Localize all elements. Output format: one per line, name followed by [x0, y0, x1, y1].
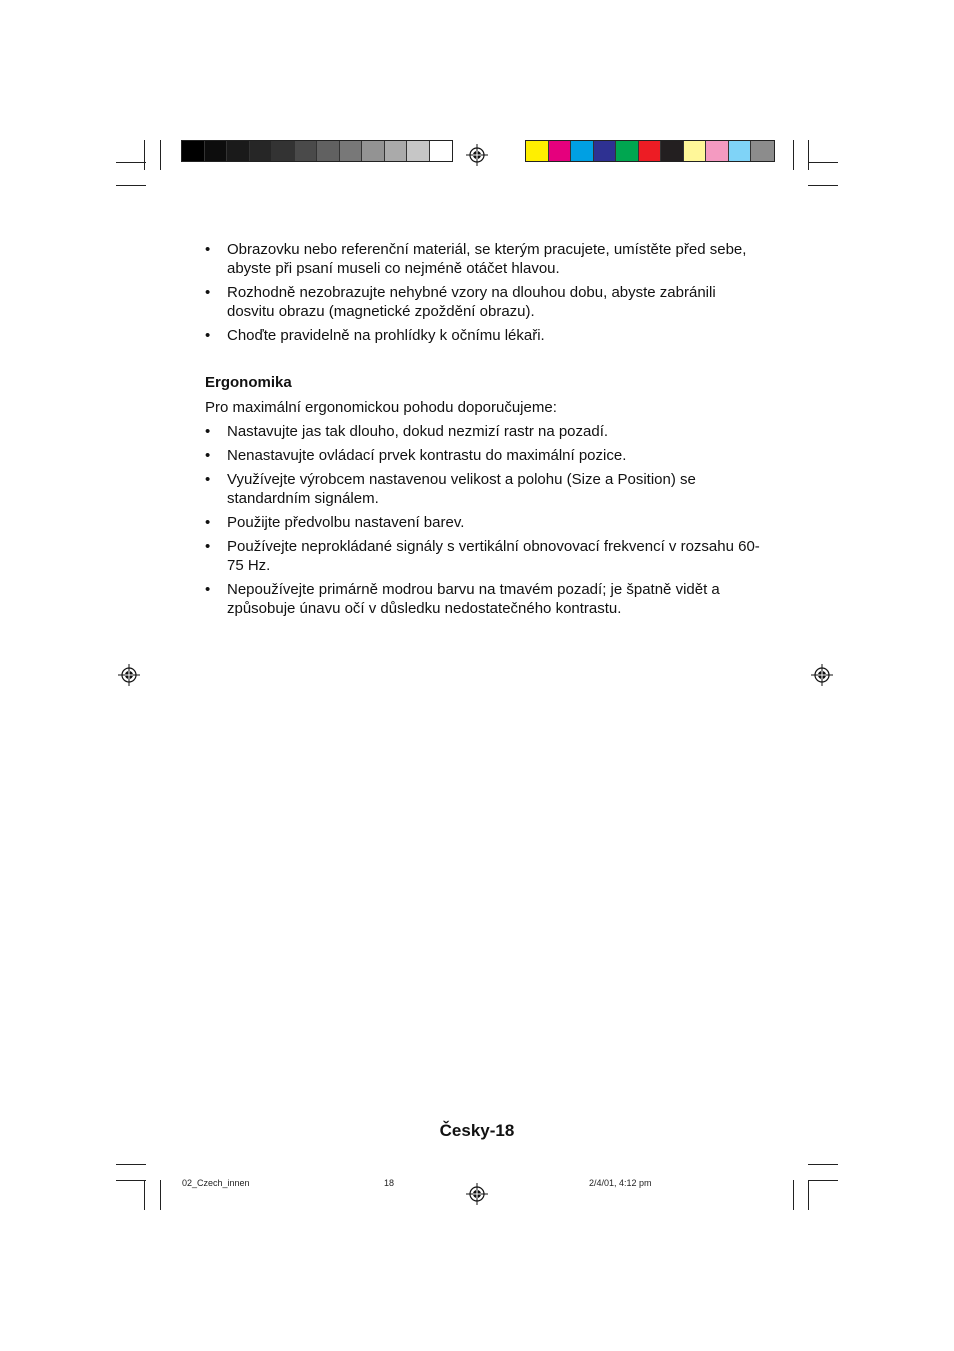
- bullet-list: [205, 422, 765, 618]
- list-item: [205, 513, 765, 532]
- list-item-text: Choďte pravidelně na prohlídky k očnímu lékaři.: [227, 327, 545, 344]
- crop-mark: [808, 162, 838, 163]
- crop-mark: [116, 1180, 146, 1181]
- list-item: [205, 283, 765, 321]
- color-swatch: [430, 141, 453, 161]
- registration-mark-icon: [811, 664, 833, 686]
- color-swatch: [295, 141, 318, 161]
- color-swatch: [205, 141, 228, 161]
- crop-mark: [808, 185, 838, 186]
- registration-mark-icon: [118, 664, 140, 686]
- crop-mark: [116, 185, 146, 186]
- color-swatch: [616, 141, 639, 161]
- crop-mark: [793, 140, 794, 170]
- footer-filename: 02_Czech_innen: [182, 1178, 250, 1188]
- list-item: [205, 470, 765, 508]
- crop-mark: [160, 140, 161, 170]
- color-swatch: [362, 141, 385, 161]
- list-item: [205, 422, 765, 441]
- color-swatch: [272, 141, 295, 161]
- color-swatch: [340, 141, 363, 161]
- section-title: Ergonomika: [205, 374, 292, 391]
- list-item-text: Nenastavujte ovládací prvek kontrastu do maximální pozice.: [227, 447, 627, 464]
- grayscale-color-bar: [181, 140, 453, 162]
- page-number: Česky-18: [439, 1121, 515, 1140]
- crop-mark: [793, 1180, 794, 1210]
- list-item: [205, 537, 765, 575]
- list-item-text: Využívejte výrobcem nastavenou velikost a polohu (Size a Position) se standardním signálem.: [227, 471, 696, 507]
- crop-mark: [808, 1180, 838, 1181]
- crop-mark: [144, 1180, 145, 1210]
- crop-mark: [808, 1180, 809, 1210]
- crop-mark: [116, 162, 146, 163]
- crop-mark: [116, 1164, 146, 1165]
- color-swatch: [549, 141, 572, 161]
- color-swatch: [729, 141, 752, 161]
- crop-mark: [808, 140, 809, 170]
- list-item: [205, 240, 765, 278]
- bullet-icon: •: [205, 581, 211, 598]
- footer-page: 18: [384, 1178, 395, 1188]
- color-swatch: [526, 141, 549, 161]
- color-swatch: [182, 141, 205, 161]
- color-swatch: [684, 141, 707, 161]
- bullet-list: [205, 240, 765, 345]
- color-swatch: [317, 141, 340, 161]
- color-swatch: [571, 141, 594, 161]
- registration-mark-icon: [466, 1183, 488, 1205]
- list-item-text: Nepoužívejte primárně modrou barvu na tmavém pozadí; je špatně vidět a způsobuje únavu očí v důsledku nedostatečného kontrastu.: [227, 581, 720, 617]
- bullet-icon: •: [205, 447, 211, 464]
- bullet-icon: •: [205, 471, 211, 488]
- bullet-icon: •: [205, 423, 211, 440]
- list-item: [205, 580, 765, 618]
- bullet-icon: •: [205, 514, 211, 531]
- crop-mark: [160, 1180, 161, 1210]
- color-swatch: [385, 141, 408, 161]
- intro-text: Pro maximální ergonomickou pohodu doporučujeme:: [205, 399, 557, 416]
- color-swatch: [227, 141, 250, 161]
- list-item-text: Obrazovku nebo referenční materiál, se kterým pracujete, umístěte před sebe, abyste při psaní museli co nejméně otáčet hlavou.: [227, 241, 747, 277]
- bullet-icon: •: [205, 284, 211, 301]
- list-item-text: Použijte předvolbu nastavení barev.: [227, 514, 465, 531]
- color-swatch: [594, 141, 617, 161]
- list-item: [205, 446, 765, 465]
- crop-mark: [808, 1164, 838, 1165]
- color-swatch: [250, 141, 273, 161]
- footer-date: 2/4/01, 4:12 pm: [589, 1178, 652, 1188]
- bullet-icon: •: [205, 241, 211, 258]
- list-item: [205, 326, 765, 345]
- list-item-text: Rozhodně nezobrazujte nehybné vzory na dlouhou dobu, abyste zabránili dosvitu obrazu (magnetické zpoždění obrazu).: [227, 284, 716, 320]
- color-swatch: [706, 141, 729, 161]
- registration-mark-icon: [466, 144, 488, 166]
- color-swatch: [639, 141, 662, 161]
- bullet-icon: •: [205, 538, 211, 555]
- list-item-text: Používejte neprokládané signály s vertikální obnovovací frekvencí v rozsahu 60-75 Hz.: [227, 538, 760, 574]
- color-swatch: [751, 141, 774, 161]
- crop-mark: [144, 140, 145, 170]
- bullet-icon: •: [205, 327, 211, 344]
- process-color-bar: [525, 140, 775, 162]
- list-item-text: Nastavujte jas tak dlouho, dokud nezmizí rastr na pozadí.: [227, 423, 609, 440]
- page-body: [205, 240, 765, 623]
- color-swatch: [407, 141, 430, 161]
- color-swatch: [661, 141, 684, 161]
